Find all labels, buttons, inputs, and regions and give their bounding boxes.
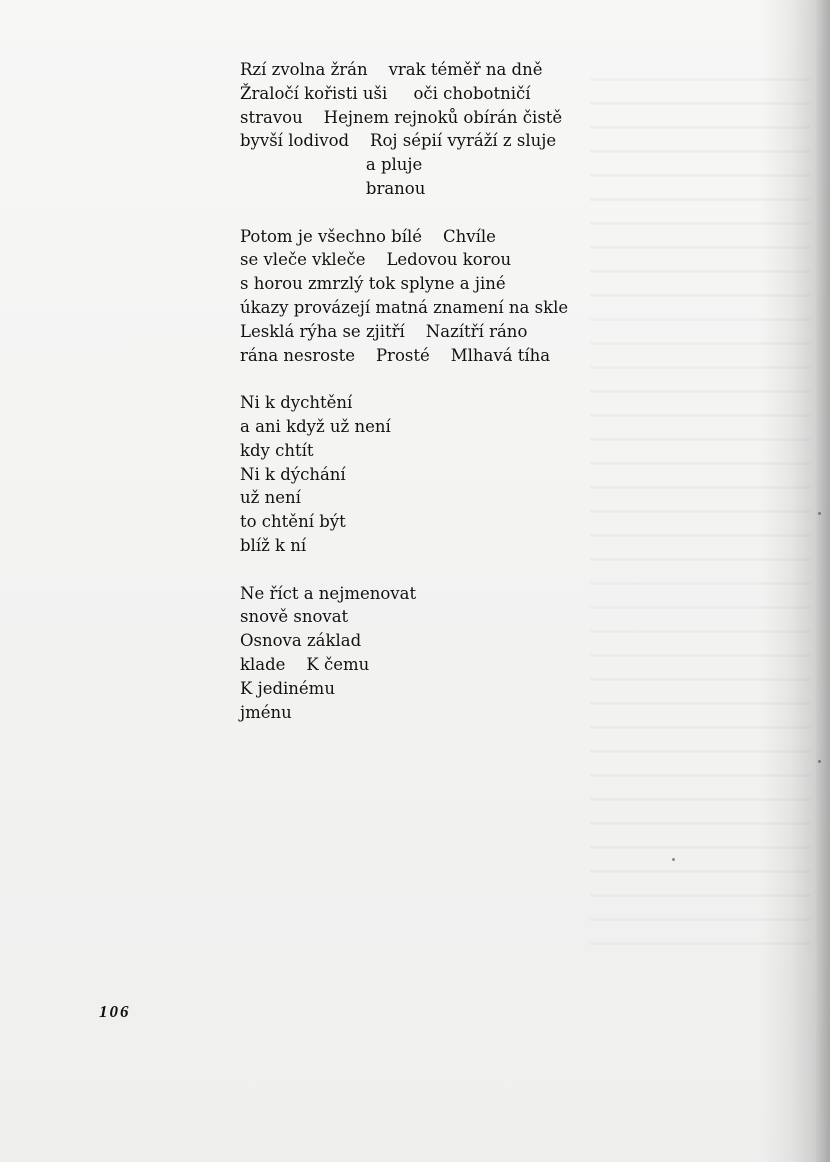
poem-line: a ani když už není xyxy=(240,416,391,436)
poem-line: Rzí zvolna žrán vrak téměř na dně xyxy=(240,60,543,79)
stanza-4 xyxy=(240,582,600,725)
poem-line: a pluje xyxy=(240,155,423,175)
poem-text xyxy=(240,58,600,748)
poem-line: se vleče vkleče Ledovou korou xyxy=(240,250,512,270)
poem-line: jménu xyxy=(240,702,292,722)
poem-line: blíž k ní xyxy=(240,535,307,555)
print-speck xyxy=(818,512,821,515)
print-speck xyxy=(672,858,675,861)
poem-line: kdy chtít xyxy=(240,440,314,460)
poem-line: Lesklá rýha se zjitří Nazítří ráno xyxy=(240,321,528,341)
poem-line: už není xyxy=(240,488,301,508)
stanza-3 xyxy=(240,391,600,558)
poem-line: Ni k dychtění xyxy=(240,393,353,413)
poem-line: to chtění být xyxy=(240,512,346,532)
poem-line: K jedinému xyxy=(240,678,335,698)
page-number: 106 xyxy=(99,1002,131,1021)
poem-line: rána nesroste Prosté Mlhavá tíha xyxy=(240,345,551,365)
stanza-2 xyxy=(240,225,600,368)
show-through-texture xyxy=(590,60,810,960)
poem-line: byvší lodivod Roj sépií vyráží z sluje xyxy=(240,131,557,151)
poem-line: snově snovat xyxy=(240,607,349,627)
print-speck xyxy=(818,760,821,763)
poem-line: Potom je všechno bílé Chvíle xyxy=(240,226,496,246)
poem-line: úkazy provázejí matná znamení na skle xyxy=(240,297,569,317)
poem-line: Ni k dýchání xyxy=(240,464,346,484)
poem-line: stravou Hejnem rejnoků obírán čistě xyxy=(240,107,563,127)
poem-line: branou xyxy=(240,178,426,198)
poem-line: Osnova základ xyxy=(240,631,362,651)
poem-line: s horou zmrzlý tok splyne a jiné xyxy=(240,274,506,294)
poem-line: Žraločí kořisti uši oči chobotničí xyxy=(240,83,531,103)
poem-line: klade K čemu xyxy=(240,654,370,674)
page-edge-shadow xyxy=(816,0,830,1162)
stanza-1 xyxy=(240,58,600,201)
poem-line: Ne říct a nejmenovat xyxy=(240,583,417,603)
